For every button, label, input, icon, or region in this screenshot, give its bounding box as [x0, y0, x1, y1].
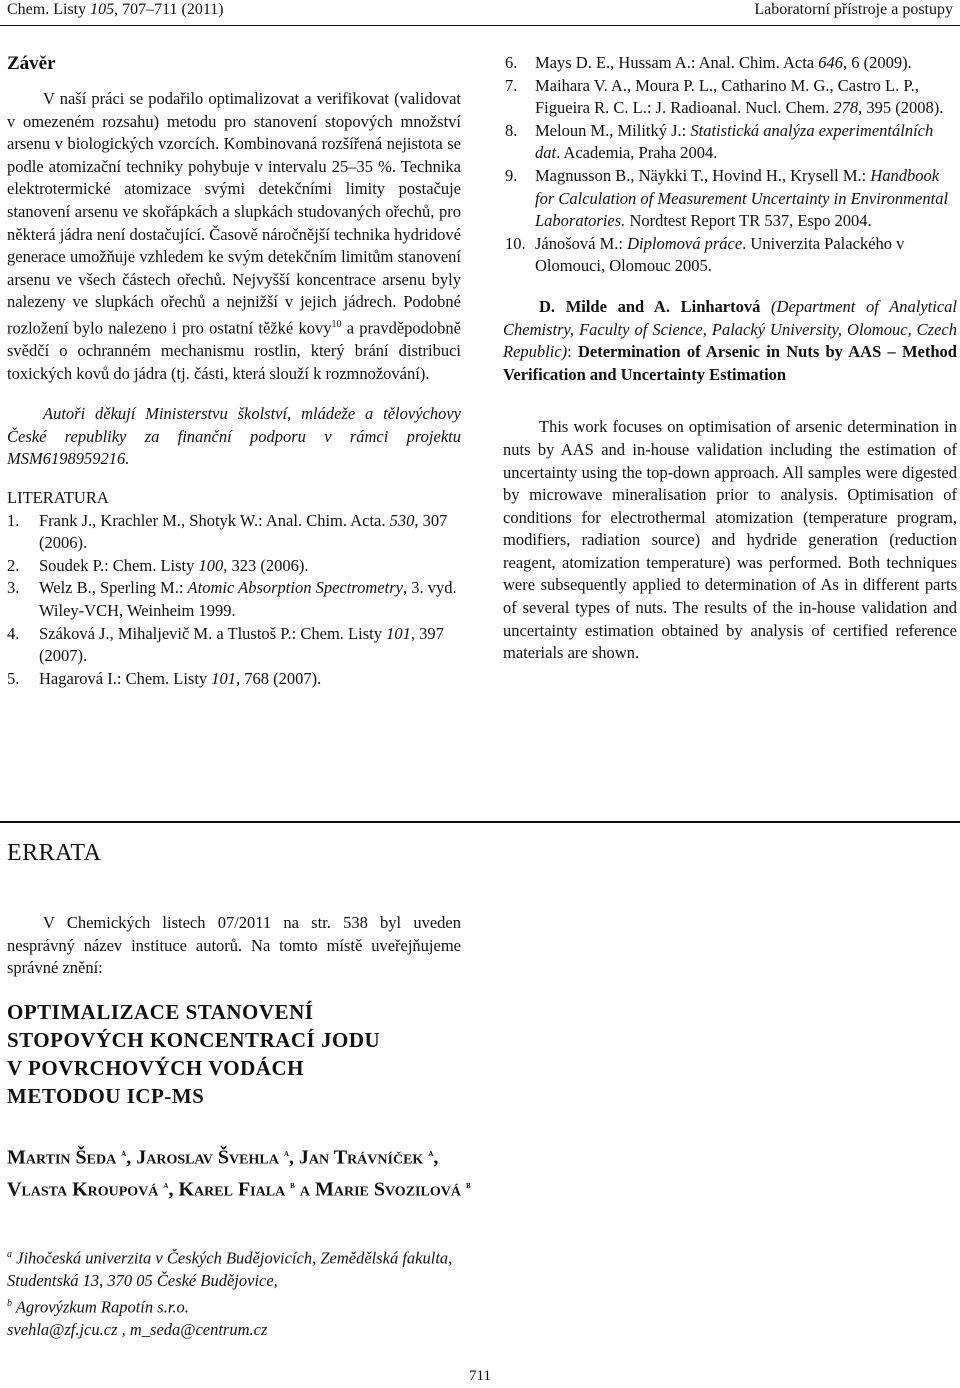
title-line: V POVRCHOVÝCH VODÁCH: [7, 1056, 304, 1080]
author-affiliation-mark: a: [283, 1148, 289, 1159]
reference-text: Magnusson B., Näykki T., Hovind H., Krysell M.:: [535, 165, 871, 185]
running-header: [0, 0, 960, 26]
reference-item: [503, 52, 957, 75]
author-separator: ,: [288, 1146, 299, 1169]
reference-text: , 3. vyd. Wiley-VCH, Weinheim 1999.: [39, 578, 457, 620]
reference-list: [7, 510, 461, 691]
literature-heading: LITERATURA: [7, 488, 109, 507]
reference-number: 3.: [7, 578, 20, 598]
reference-text: , 307 (2006).: [39, 510, 448, 553]
acknowledgement: Autoři děkují Ministerstvu školství, mládeže a tělovýchovy České republiky za finanční podporu v rámci projektu MSM6198959216.: [7, 404, 461, 469]
reference-italic: Statistická analýza experimentálních dat: [535, 120, 934, 163]
reference-text: Jánošová M.:: [535, 233, 628, 253]
reference-italic: 646: [818, 53, 843, 72]
header-divider: [0, 25, 960, 26]
title-line: METODOU ICP-MS: [7, 1084, 205, 1108]
reference-number: 7.: [505, 75, 518, 95]
reference-number: 10.: [505, 233, 526, 253]
english-summary-header: D. Milde and A. Linhartová (Department of Analytical Chemistry, Faculty of Science, Palacký University, Olomouc, Czech Republic): Determination of Arsenic in Nuts by AAS – Method Verification and Uncertainty Estimation: [503, 296, 958, 384]
reference-italic: 101,: [211, 668, 241, 688]
english-summary-body: This work focuses on optimisation of arsenic determination in nuts by AAS and in-house validation including the estimation of uncertainty using the top-down approach. All samples were digested by microwave mineralisation prior to analysis. Optimisation of conditions for electrothermal atomization (temperature program, modifiers, radiation source) and hydride generation (reduction reagent, atomization temperature) was performed. Both techniques were subsequently applied to determination of As in different parts of several types of nuts. The results of the in-house validation and uncertainty estimation obtained by analysis of certified reference materials are shown.: [503, 417, 957, 663]
author-affiliation-mark: a: [428, 1148, 434, 1159]
author-separator: a: [294, 1178, 315, 1201]
author-name: Jaroslav Švehla: [136, 1146, 279, 1169]
author-name: Jan Trávníček: [298, 1146, 424, 1169]
affiliation-a: $^a$ Jihočeská univerzita v Českých Budějovicích, Zemědělská fakulta, Studentská 13, 370 05 České Budějovice,: [7, 1248, 453, 1291]
reference-number: 9.: [505, 165, 518, 185]
reference-item: [503, 75, 957, 120]
conclusion-heading: Závěr: [7, 53, 56, 74]
affiliation-b: $^b$ Agrovýzkum Rapotín s.r.o.: [7, 1297, 189, 1317]
reference-item: [503, 165, 957, 233]
reference-item: [7, 577, 461, 622]
reference-item: [7, 668, 461, 691]
reference-text: Frank J., Krachler M., Shotyk W.: Anal. Chim. Acta.: [39, 510, 390, 530]
reference-item: [7, 623, 461, 668]
author-separator: ,: [126, 1146, 137, 1169]
conclusion-paragraph: V naší práci se podařilo optimalizovat a verifikovat (validovat v omezeném rozsahu) metodu pro stanovení stopových množství arsenu v biologických vzorcích. Kombinovaná rozšířená nejistota se podle atomizační techniky pohybuje v intervalu 25–35 %. Technika elektrotermické atomizace svými detekčními limity postačuje stanovení arsenu ve skořápkách a slupkách studovaných ořechů, pro některá jádra není dostačující. Časově náročnější technika hydridové generace umožňuje vzhledem ke svým detekčním limitům stanovení arsenu ve všech částech ořechů. Nejvyšší koncentrace arsenu byly nalezeny ve slupkách ořechů a nejnižší v jejich jádrech. Podobné rozložení bylo nalezeno i pro ostatní těžké kovy$^{10}$ a pravděpodobně svědčí o ochranném mechanismu rostlin, který brání distribuci toxických kovů do jádra (tj. části, která slouží k rozmnožování).: [7, 89, 461, 383]
left-column: [7, 52, 461, 690]
reference-item: [503, 120, 957, 165]
reference-text: Meloun M., Militký J.:: [535, 120, 691, 140]
reference-text: Maihara V. A., Moura P. L., Catharino M. G., Castro L. P., Figueira R. C. L.: J. Radioanal. Nucl. Chem.: [535, 75, 919, 118]
reference-text: Mays D. E., Hussam A.: Anal. Chim. Acta: [535, 53, 819, 72]
author-name: Martin Šeda: [7, 1146, 117, 1169]
reference-number: 2.: [7, 555, 20, 575]
author-affiliation-mark: a: [121, 1148, 127, 1159]
reference-number: 1.: [7, 510, 20, 530]
reference-italic: Diplomová práce: [627, 233, 743, 253]
author-name: Vlasta Kroupová: [7, 1178, 159, 1201]
reference-number: 5.: [7, 668, 20, 688]
reference-text: . Univerzita Palackého v Olomouci, Olomouc 2005.: [535, 233, 905, 276]
reference-text: Hagarová I.: Chem. Listy: [39, 668, 212, 688]
author-separator: ,: [168, 1178, 179, 1201]
reference-italic: 530: [389, 510, 415, 530]
reference-italic: 100: [198, 555, 224, 575]
reference-text: Welz B., Sperling M.:: [39, 578, 188, 598]
reference-text: , 397 (2007).: [39, 623, 444, 666]
reference-italic: Atomic Absorption Spectrometry: [187, 578, 403, 598]
reference-text: , 395 (2008).: [858, 98, 944, 118]
author-affiliation-mark: b: [465, 1179, 471, 1191]
section-name: Laboratorní přístroje a postupy: [754, 1, 953, 18]
reference-item: [7, 510, 461, 555]
reference-italic: Handbook for Calculation of Measurement Uncertainty in Environmental Laboratories.: [535, 165, 949, 231]
author-affiliation-mark: b: [290, 1179, 295, 1191]
author-name: Marie Svozilová: [314, 1178, 461, 1201]
reference-number: 4.: [7, 623, 20, 643]
reference-item: [7, 555, 461, 578]
reference-number: 8.: [505, 120, 518, 140]
reference-number: 6.: [505, 53, 518, 72]
author-affiliation-mark: a: [163, 1179, 169, 1191]
section-divider: [0, 821, 960, 823]
author-separator: ,: [433, 1146, 439, 1169]
author-name: Karel Fiala: [178, 1178, 286, 1201]
journal-citation: Chem. Listy 105, 707–711 (2011): [7, 1, 224, 18]
right-column: [503, 52, 957, 665]
reference-italic: 278: [833, 98, 859, 118]
reference-text: . Academia, Praha 2004.: [556, 143, 718, 163]
reference-list-continued: [503, 52, 957, 278]
reference-text: Száková J., Mihaljevič M. a Tlustoš P.: Chem. Listy: [39, 623, 387, 643]
contact-emails: svehla@zf.jcu.cz , m_seda@centrum.cz: [7, 1319, 268, 1339]
reference-text: Nordtest Report TR 537, Espo 2004.: [625, 211, 872, 231]
reference-text: 768 (2007).: [240, 668, 322, 688]
page-number: 711: [469, 1368, 491, 1384]
reference-item: [503, 233, 957, 278]
corrected-article-title: [7, 998, 487, 1110]
errata-heading: ERRATA: [7, 840, 102, 866]
reference-text: , 6 (2009).: [843, 53, 912, 72]
errata-text: V Chemických listech 07/2011 na str. 538 byl uveden nesprávný název instituce autorů. Na tomto místě uveřejňujeme správné znění:: [7, 913, 461, 978]
title-line: STOPOVÝCH KONCENTRACÍ JODU: [7, 1028, 381, 1052]
reference-text: , 323 (2006).: [223, 555, 309, 575]
author-list: [7, 1140, 487, 1203]
reference-text: Soudek P.: Chem. Listy: [39, 555, 199, 575]
affiliations: [7, 1244, 487, 1341]
reference-italic: 101: [386, 623, 411, 643]
title-line: OPTIMALIZACE STANOVENÍ: [7, 1000, 314, 1024]
